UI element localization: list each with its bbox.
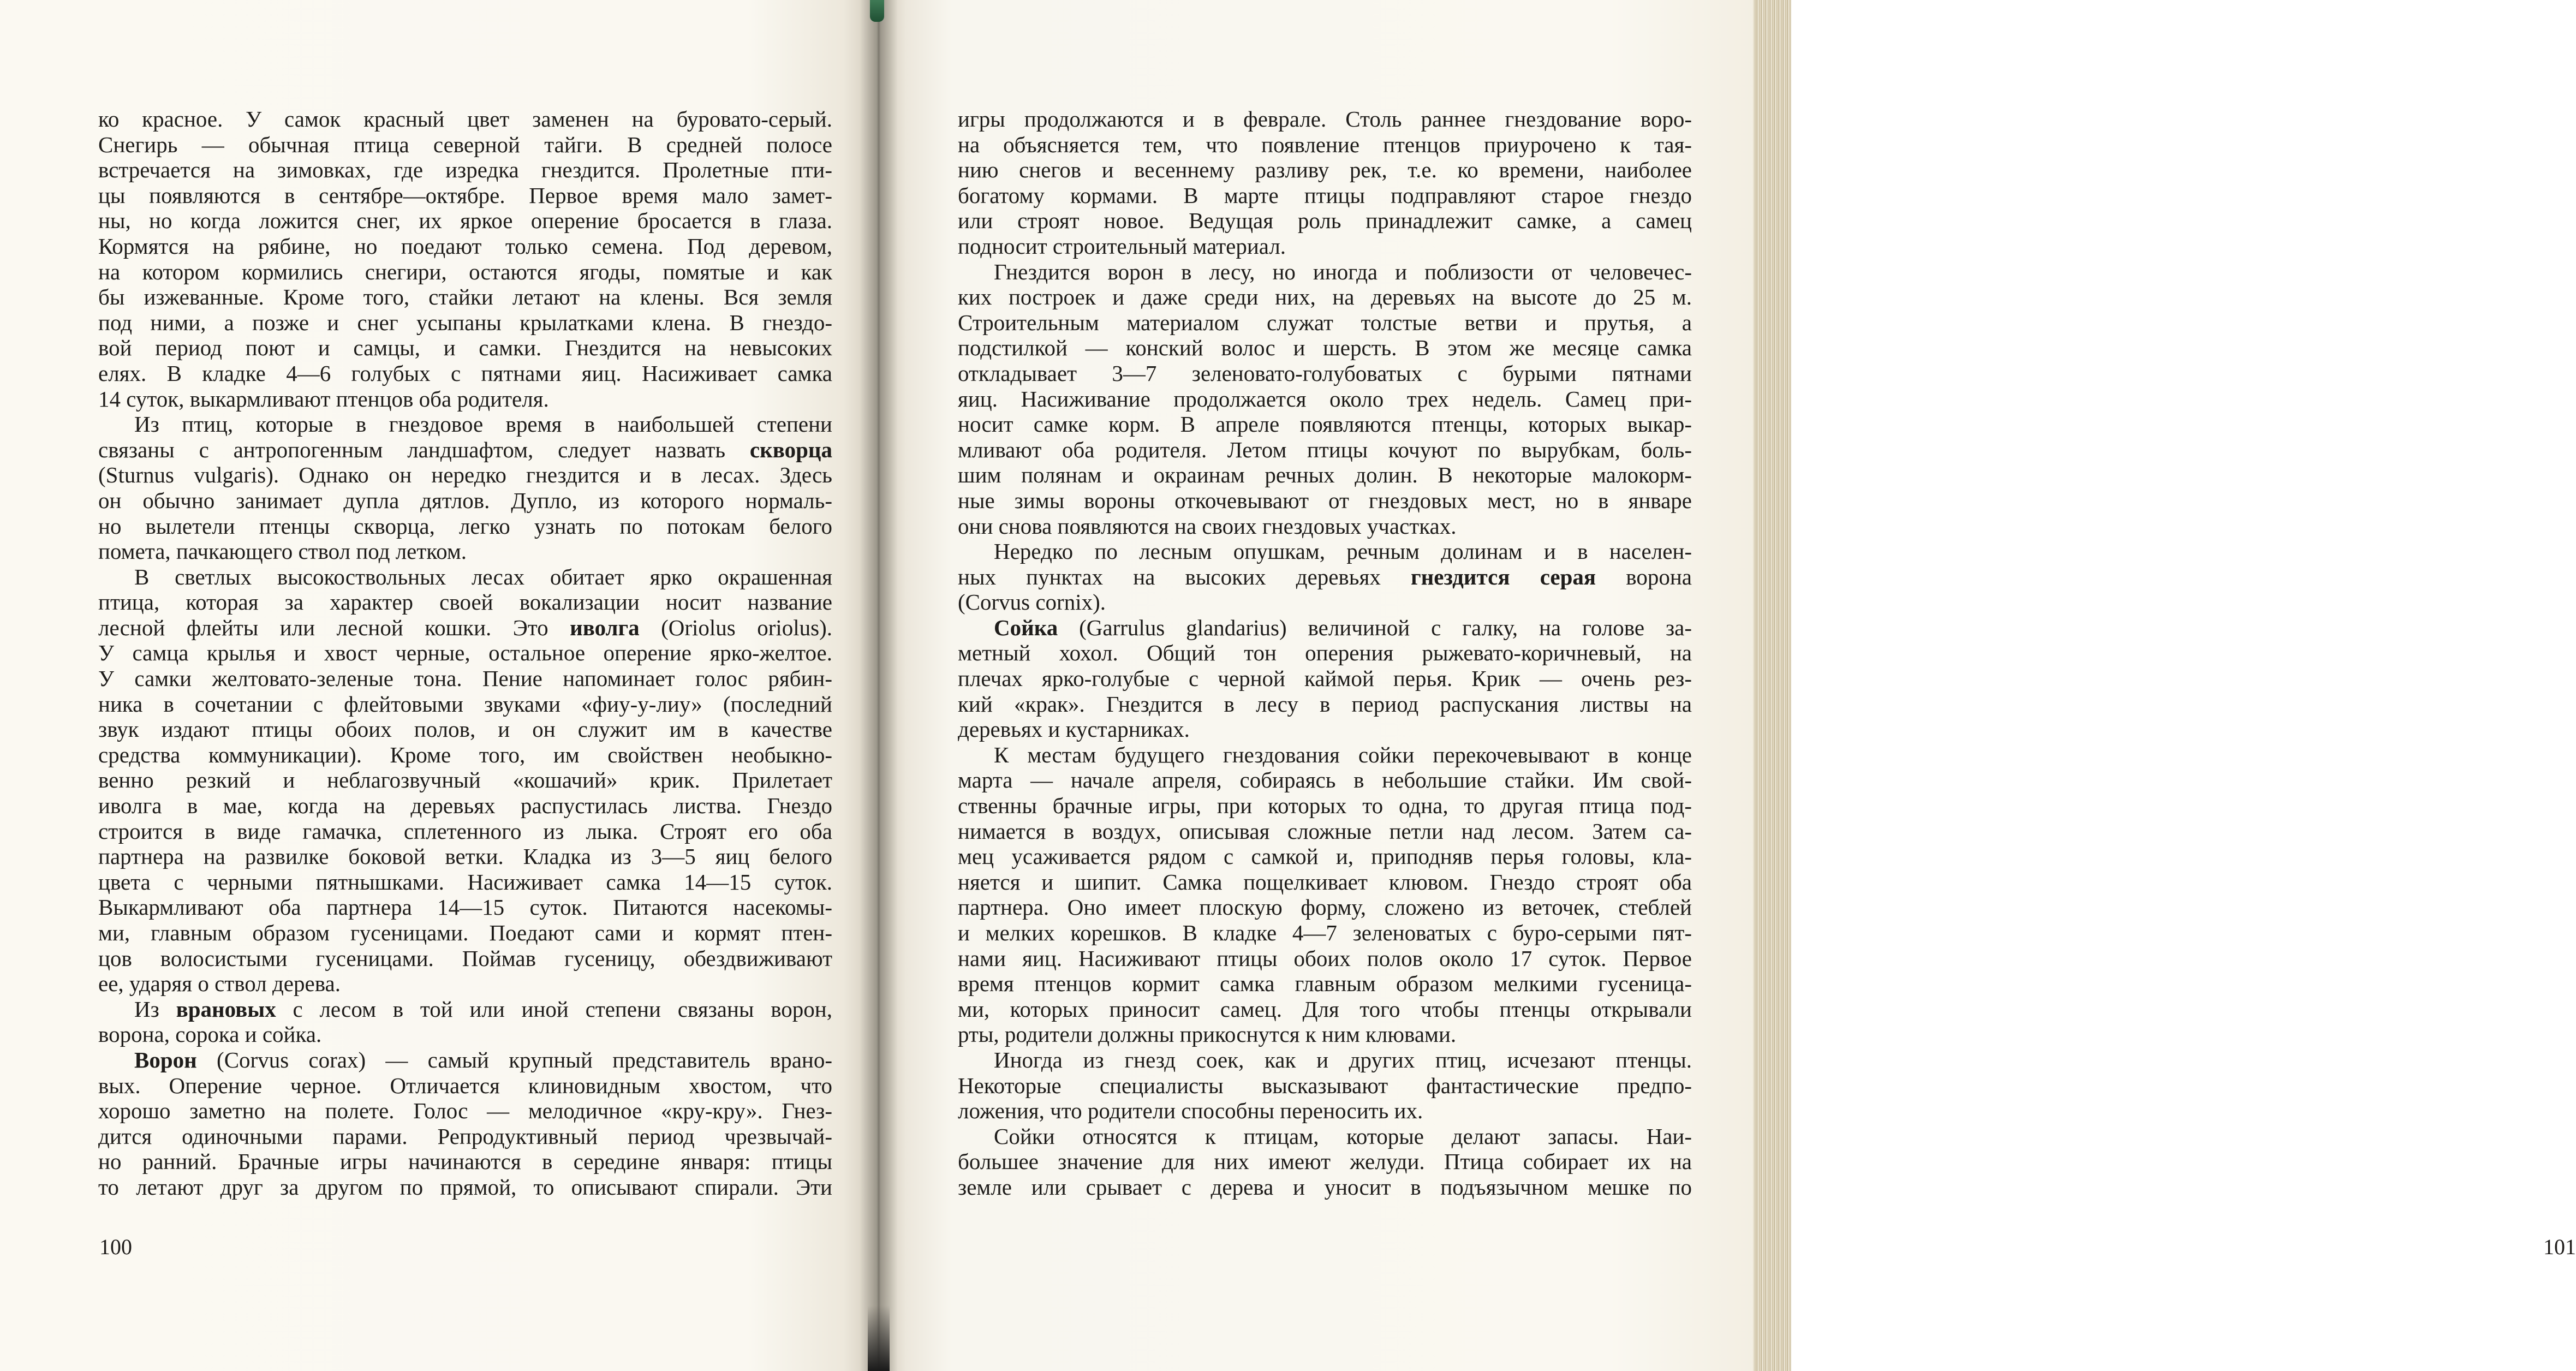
text-line: (Sturnus vulgaris). Однако он нередко гнездится и в лесах. Здесь [98,462,832,488]
text-line: Некоторые специалисты высказывают фантастические предпо- [958,1072,1692,1098]
text-line: 14 суток, выкармливают птенцов оба родителя. [98,386,549,412]
text-line: средства коммуникации). Кроме того, им свойствен необыкно- [98,742,832,767]
bold-term: Ворон [134,1047,197,1072]
text-line: на котором кормились снегири, остаются ягоды, помятые и как [98,259,832,284]
text-line: Нередко по лесным опушкам, речным долинам и в населен- [994,539,1692,564]
text-line: звук издают птицы обоих полов, и он служит им в качестве [98,717,832,742]
text-line: дится одиночными парами. Репродуктивный период чрезвычай- [98,1123,832,1149]
text-line: Гнездится ворон в лесу, но иногда и поблизости от человечес- [994,259,1692,284]
text-line: Сойки относятся к птицам, которые делают запасы. Наи- [994,1123,1692,1149]
text-column-left [98,106,832,1200]
text-line: большее значение для них имеют желуди. Птица собирает их на [958,1149,1692,1175]
text-column-right [958,106,1692,1200]
text-line: венно резкий и неблагозвучный «кошачий» крик. Прилетает [98,767,832,793]
text-line: ми, которых приносит самец. Для того чтобы птенцы открывали [958,996,1692,1022]
text-line: и мелких корешков. В кладке 4—7 зеленоватых с буро-серыми пят- [958,920,1692,945]
page-number-right: 101 [2543,1235,2576,1259]
text-line: нимается в воздух, описывая сложные петли над лесом. Затем са- [958,818,1692,844]
page-left [0,0,879,1371]
page-number-left: 100 [99,1235,132,1259]
text-line: няется и шипит. Самка пощелкивает клювом. Гнездо строят оба [958,869,1692,895]
text-line: У самки желтовато-зеленые тона. Пение напоминает голос рябин- [98,666,832,692]
text-line: подстилкой — конский волос и шерсть. В этом же месяце самка [958,335,1692,361]
text-line: ложения, что родители способны переносить их. [958,1098,1423,1124]
bold-term: иволга [570,615,640,640]
text-line: Сойка (Garrulus glandarius) величиной с галку, на голове за- [994,615,1692,640]
text-line: хорошо заметно на полете. Голос — мелодичное «кру-кру». Гнез- [98,1098,832,1124]
text-line: птица, которая за характер своей вокализации носит название [98,589,832,615]
text-line: нами яиц. Насиживают птицы обоих полов около 17 суток. Первое [958,945,1692,971]
text-line: цы появляются в сентябре—октябре. Первое время мало замет- [98,182,832,208]
bold-term: Сойка [994,615,1058,640]
text-line: ко красное. У самок красный цвет заменен на буровато-серый. [98,106,832,132]
text-line: цов волосистыми гусеницами. Поймав гусеницу, обездвиживают [98,945,832,971]
text-line: ворона, сорока и сойка. [98,1022,322,1047]
text-line: игры продолжаются и в феврале. Столь раннее гнездование воро- [958,106,1692,132]
text-line: В светлых высокоствольных лесах обитает ярко окрашенная [134,564,832,589]
text-line: лесной флейты или лесной кошки. Это иволга (Oriolus oriolus). [98,615,833,640]
text-line: ника в сочетании с флейтовыми звуками «фиу-у-лиу» (последний [98,691,832,717]
text-line: марта — начале апреля, собираясь в небольшие стайки. Им свой- [958,767,1692,793]
bold-term: гнездится серая [1411,564,1596,589]
text-line: но вылетели птенцы скворца, легко узнать по потокам белого [98,513,832,539]
text-line: земле или срывает с дерева и уносит в подъязычном мешке по [958,1174,1692,1200]
text-line: на объясняется тем, что появление птенцов приурочено к тая- [958,132,1692,157]
bold-term: скворца [749,437,832,462]
text-line: помета, пачкающего ствол под летком. [98,539,467,564]
bookmark-ribbon [870,0,884,22]
text-line: богатому кормами. В марте птицы подправляют старое гнездо [958,182,1692,208]
text-line: партнера. Оно имеет плоскую форму, сложено из веточек, стеблей [958,895,1692,920]
text-line: ных пунктах на высоких деревьях гнездится серая ворона [958,564,1692,589]
text-line: вой период поют и самцы, и самки. Гнездится на невысоких [98,335,832,361]
text-line: ны, но когда ложится снег, их яркое оперение бросается в глаза. [98,208,832,234]
text-line: мливают оба родителя. Летом птицы кочуют по вырубкам, боль- [958,437,1692,462]
text-line: под ними, а позже и снег усыпаны крылатками клена. В гнездо- [98,309,832,335]
text-line: Ворон (Corvus corax) — самый крупный представитель врано- [134,1047,832,1072]
text-line: деревьях и кустарниках. [958,717,1190,742]
text-line: ее, ударяя о ствол дерева. [98,971,341,997]
text-line: У самца крылья и хвост черные, остальное оперение ярко-желтое. [98,640,832,666]
text-line: метный хохол. Общий тон оперения рыжевато-коричневый, на [958,640,1692,666]
text-line: Строительным материалом служат толстые ветви и прутья, а [958,309,1692,335]
page-edges-right [1753,0,1791,1371]
text-line: елях. В кладке 4—6 голубых с пятнами яиц. Насиживает самка [98,360,832,386]
text-line: он обычно занимает дупла дятлов. Дупло, из которого нормаль- [98,487,832,513]
book-gutter [860,0,898,1371]
text-line: время птенцов кормит самка главным образом мелкими гусеница- [958,971,1692,997]
text-line: Выкармливают оба партнера 14—15 суток. Питаются насекомы- [98,895,832,920]
text-line: цвета с черными пятнышками. Насиживает самка 14—15 суток. [98,869,832,895]
text-line: нию снегов и весеннему разливу рек, т.е. ко времени, наиболее [958,157,1692,183]
text-line: яиц. Насиживание продолжается около трех недель. Самец при- [958,386,1692,412]
text-line: ные зимы вороны откочевывают от гнездовых мест, но в январе [958,487,1692,513]
text-line: (Corvus cornix). [958,589,1106,615]
text-line: строится в виде гамачка, сплетенного из лыка. Строят его оба [98,818,832,844]
text-line: подносит строительный материал. [958,233,1286,259]
text-line: но ранний. Брачные игры начинаются в середине января: птицы [98,1149,832,1175]
text-line: встречается на зимовках, где изредка гнездится. Пролетные пти- [98,157,832,183]
text-line: ких построек и даже среди них, на деревьях на высоте до 25 м. [958,284,1692,310]
text-line: Снегирь — обычная птица северной тайги. В средней полосе [98,132,832,157]
text-line: или строят новое. Ведущая роль принадлежит самке, а самец [958,208,1692,234]
text-line: кий «крак». Гнездится в лесу в период распускания листвы на [958,691,1692,717]
text-line: плечах ярко-голубые с черной каймой перья. Крик — очень рез- [958,666,1692,692]
text-line: ственны брачные игры, при которых то одна, то другая птица под- [958,793,1692,819]
text-line: мец усаживается рядом с самкой и, приподняв перья головы, кла- [958,844,1692,869]
spine-shadow [868,1306,890,1371]
text-line: шим полянам и окраинам речных долин. В некоторые малокорм- [958,462,1692,488]
text-line: ми, главным образом гусеницами. Поедают сами и кормят птен- [98,920,832,945]
text-line: К местам будущего гнездования сойки перекочевывают в конце [994,742,1692,767]
text-line: рты, родители должны прикоснутся к ним клювами. [958,1022,1457,1047]
text-line: Кормятся на рябине, но поедают только семена. Под деревом, [98,233,832,259]
bold-term: врановых [176,996,276,1022]
text-line: партнера на развилке боковой ветки. Кладка из 3—5 яиц белого [98,844,832,869]
text-line: вых. Оперение черное. Отличается клиновидным хвостом, что [98,1072,832,1098]
text-line: бы изжеванные. Кроме того, стайки летают на клены. Вся земля [98,284,832,310]
text-line: то летают друг за другом по прямой, то описывают спирали. Эти [98,1174,832,1200]
text-line: связаны с антропогенным ландшафтом, следует назвать скворца [98,437,832,462]
text-line: носит самке корм. В апреле появляются птенцы, которых выкар- [958,412,1692,437]
text-line: Из врановых с лесом в той или иной степени связаны ворон, [134,996,832,1022]
text-line: иволга в мае, когда на деревьях распустилась листва. Гнездо [98,793,832,819]
text-line: Иногда из гнезд соек, как и других птиц, исчезают птенцы. [994,1047,1692,1072]
text-line: откладывает 3—7 зеленовато-голубоватых с бурыми пятнами [958,360,1692,386]
text-line: они снова появляются на своих гнездовых участках. [958,513,1457,539]
text-line: Из птиц, которые в гнездовое время в наибольшей степени [134,412,832,437]
